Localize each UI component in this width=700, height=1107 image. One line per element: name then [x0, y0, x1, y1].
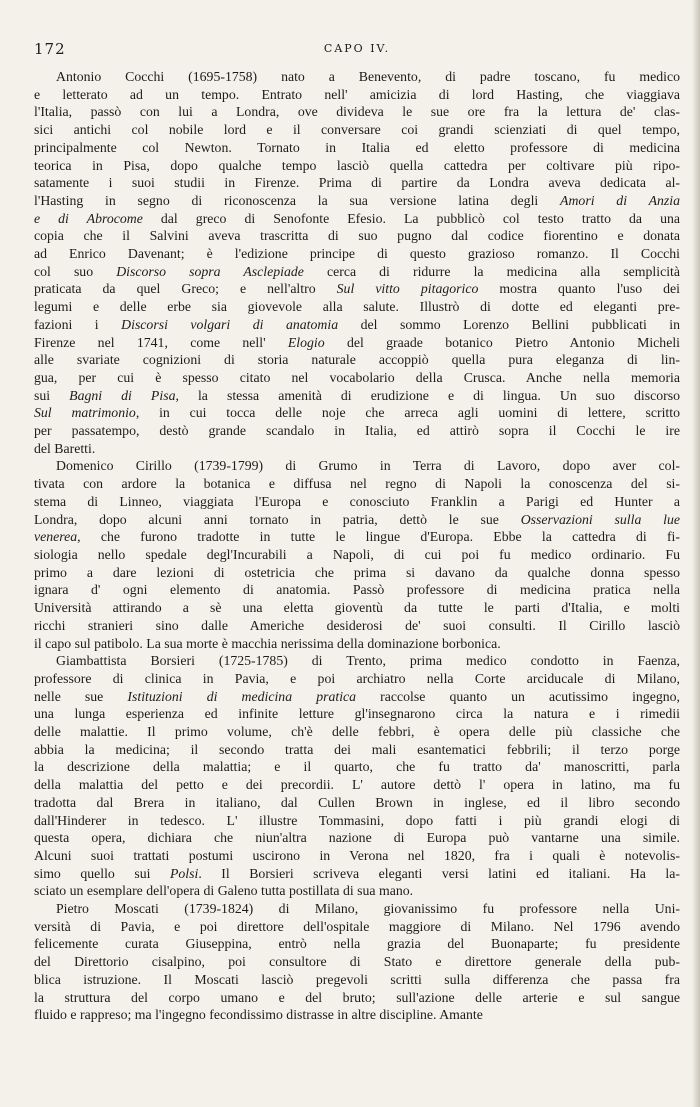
text-line: praticata da quel Greco; e nell'altro Sul vitto pitagorico mostra quanto l'uso dei — [34, 281, 680, 297]
text-line: stema di Linneo, viaggiata l'Europa e conosciuto Franklin a Parigi ed Hunter a — [34, 493, 680, 509]
text-line: fluido e rappreso; ma l'ingegno fecondissimo distrasse in altre discipline. Amante — [34, 1007, 483, 1023]
text-line: e letterato ad un tempo. Entrato nell' amicizia di lord Hasting, che viaggiava — [34, 86, 680, 102]
paragraph — [34, 457, 680, 652]
paragraph — [34, 68, 680, 457]
text-line: della malattia del petto e dei precordii. L' autore dettò l' opera in latino, ma fu — [34, 777, 680, 793]
body-text — [34, 68, 680, 1024]
text-line: sici antichi col nobile lord e il conversare coi grandi scienziati di quel tempo, — [34, 122, 680, 138]
text-line: satamente i suoi studii in Firenze. Prima di partire da Londra aveva dedicata al- — [34, 175, 680, 191]
page — [34, 40, 680, 1024]
text-line: delle malattie. Il primo volume, ch'è delle febbri, è opera delle più classiche che — [34, 724, 680, 740]
text-line: per passatempo, destò grande scandalo in Italia, ed attirò sopra il Cocchi le ire — [34, 423, 680, 439]
text-line: Università attirando a sè una eletta gioventù da tutte le parti d'Italia, e molti — [34, 600, 680, 616]
text-line: versità di Pavia, e poi direttore dell'ospitale maggiore di Milano. Nel 1796 avendo — [34, 918, 680, 934]
text-line: dall'Hinderer in tedesco. L' illustre Tommasini, dopo fatti i più grandi elogi di — [34, 812, 680, 828]
text-line: il capo sul patibolo. La sua morte è macchia nerissima della dominazione borbonica. — [34, 635, 501, 651]
text-line: professore di clinica in Pavia, e poi archiatro nella Corte arciducale di Milano, — [34, 670, 680, 686]
text-line: sui Bagni di Pisa, la stessa amenità di erudizione e di lingua. Un suo discorso — [34, 387, 680, 403]
page-header — [34, 40, 680, 62]
text-line: copia che il Salvini aveva trascritta di suo pugno dal codice fiorentino e donata — [34, 228, 680, 244]
text-line: siologia nello spedale degl'Incurabili a Napoli, di cui poi fu medico ordinario. Fu — [34, 546, 680, 562]
text-line: del Baretti. — [34, 440, 96, 456]
text-line: venerea, che furono tradotte in tutte le lingue d'Europa. Ebbe la cattedra di fi- — [34, 529, 680, 545]
running-head: CAPO IV. — [323, 42, 391, 55]
text-line: Firenze nel 1741, come nell' Elogio del graade botanico Pietro Antonio Micheli — [34, 334, 680, 350]
text-line: l'Italia, passò con lui a Londra, ove divideva le sue ore fra la lettura de' clas- — [34, 104, 680, 120]
text-line: questa opera, dichiara che niun'altra nazione di Europa può vantarne una simile. — [34, 830, 680, 846]
text-line: Pietro Moscati (1739-1824) di Milano, giovanissimo fu professore nella Uni- — [56, 901, 680, 917]
text-line: ricchi stranieri sino dalle Americhe desiderosi de' suoi consulti. Il Cirillo lasciò — [34, 617, 680, 633]
text-line: alle svariate cognizioni di storia naturale accoppiò quella pura eleganza di lin- — [34, 352, 680, 368]
text-line: teorica in Pisa, dopo qualche tempo lasciò quella cattedra per coltivare più ripo- — [34, 157, 680, 173]
text-line: col suo Discorso sopra Asclepiade cerca di ridurre la medicina alla semplicità — [34, 263, 680, 279]
paragraph — [34, 900, 680, 1024]
text-line: simo quello sui Polsi. Il Borsieri scriveva eleganti versi latini ed italiani. Ha la- — [34, 865, 680, 881]
page-number: 172 — [34, 40, 66, 58]
text-line: sciato un esemplare dell'opera di Galeno tutta postillata di sua mano. — [34, 883, 414, 899]
text-line: e di Abrocome dal greco di Senofonte Efesio. La pubblicò col testo tratto da una — [34, 210, 680, 226]
text-line: la struttura del corpo umano e del bruto; sull'azione delle arterie e sul sangue — [34, 989, 680, 1005]
text-line: felicemente curata Giuseppina, entrò nella grazia del Buonaparte; fu presidente — [34, 936, 680, 952]
text-line: ignara d' ogni elemento di anatomia. Passò professore di medicina pratica nella — [34, 582, 680, 598]
text-line: una lunga esperienza ed infinite letture gl'insegnarono circa la natura e i rimedii — [34, 706, 680, 722]
text-line: l'Hasting in segno di riconoscenza la sua versione latina degli Amori di Anzia — [34, 192, 680, 208]
text-line: Alcuni suoi trattati postumi uscirono in Verona nel 1820, fra i quali è notevolis- — [34, 847, 680, 863]
text-line: tivata con ardore la botanica e diffusa nel regno di Napoli la conoscenza del si- — [34, 476, 680, 492]
text-line: Londra, dopo alcuni anni tornato in patria, dettò le sue Osservazioni sulla lue — [34, 511, 680, 527]
text-line: la descrizione della malattia; e il quarto, che fu tratto da' manoscritti, parla — [34, 759, 680, 775]
text-line: Antonio Cocchi (1695-1758) nato a Benevento, di padre toscano, fu medico — [56, 69, 680, 84]
text-line: abbia la medicina; il secondo tratta dei mali esantematici febbrili; il terzo porge — [34, 741, 680, 757]
text-line: principalmente col Newton. Tornato in Italia ed eletto professore di medicina — [34, 139, 680, 155]
text-line: del Direttorio cisalpino, poi consultore di Stato e direttore generale della pub- — [34, 954, 680, 970]
page-edge-shadow — [692, 0, 700, 1107]
text-line: legumi e delle erbe sia giovevole alla salute. Illustrò di dotte ed eleganti pre- — [34, 299, 680, 315]
text-line: Domenico Cirillo (1739-1799) di Grumo in Terra di Lavoro, dopo aver col- — [56, 458, 680, 474]
text-line: Sul matrimonio, in cui tocca delle noje che arreca agli uomini di lettere, scritto — [34, 405, 680, 421]
text-line: tradotta dal Brera in italiano, dal Cullen Brown in inglese, ed il libro secondo — [34, 794, 680, 810]
text-line: blica istruzione. Il Moscati lasciò pregevoli scritti sulla differenza che passa fra — [34, 971, 680, 987]
text-line: gua, per cui è spesso citato nel vocabolario della Crusca. Anche nella memoria — [34, 369, 680, 385]
text-line: primo a dare lezioni di ostetricia che prima si davano da qualche donna spesso — [34, 564, 680, 580]
paragraph — [34, 652, 680, 900]
text-line: ad Enrico Davenant; è l'edizione principe di questo grazioso romanzo. Il Cocchi — [34, 246, 680, 262]
text-line: Giambattista Borsieri (1725-1785) di Trento, prima medico condotto in Faenza, — [56, 653, 680, 669]
text-line: fazioni i Discorsi volgari di anatomia del sommo Lorenzo Bellini pubblicati in — [34, 316, 680, 332]
text-line: nelle sue Istituzioni di medicina pratica raccolse quanto un acutissimo ingegno, — [34, 688, 680, 704]
